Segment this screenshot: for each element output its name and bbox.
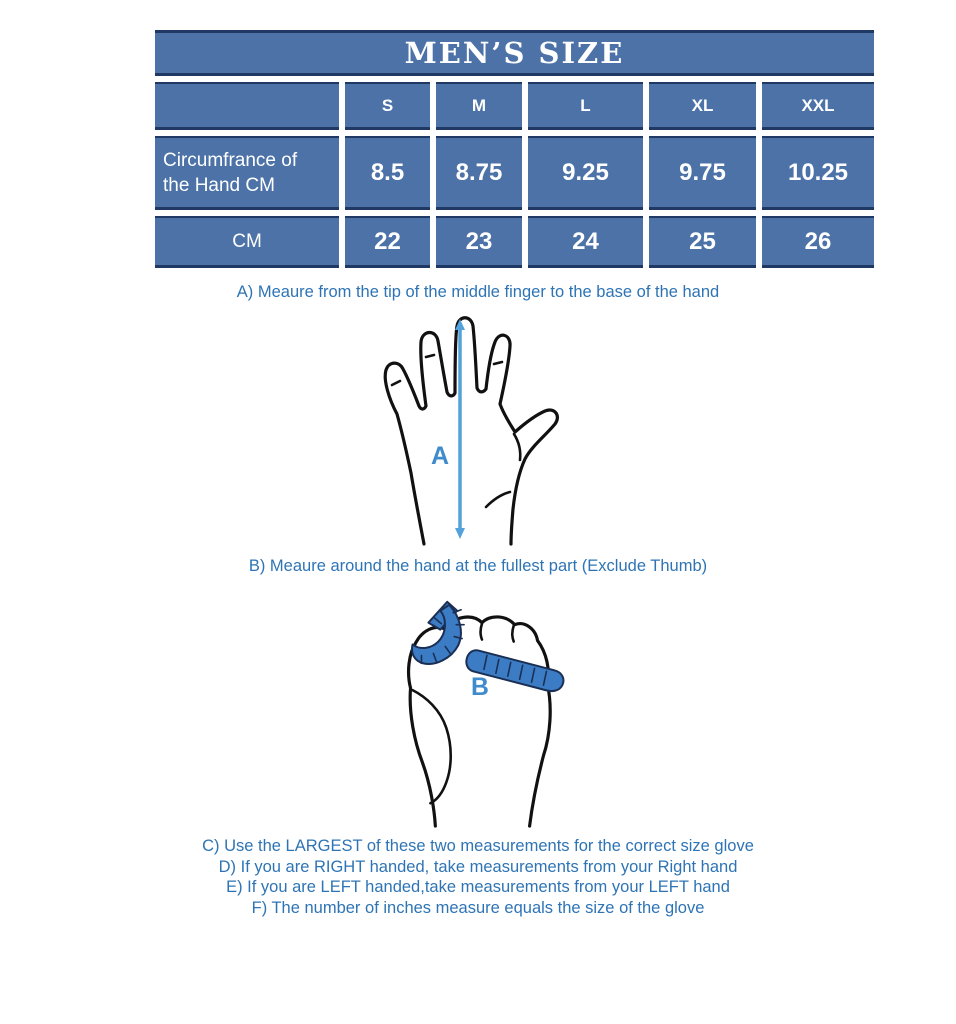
fist-illustration	[383, 583, 573, 831]
column-header-m: M	[436, 82, 522, 130]
instruction-e: E) If you are LEFT handed,take measurements from your LEFT hand	[226, 878, 730, 896]
cm-value-xl: 25	[649, 216, 756, 268]
column-header-s: S	[345, 82, 430, 130]
cm-value-l: 24	[528, 216, 643, 268]
mens-size-table	[155, 30, 874, 268]
instruction-c: C) Use the LARGEST of these two measurements for the correct size glove	[202, 837, 754, 855]
row-label-line-1: Circumfrance of	[163, 149, 298, 171]
table-title: MEN’S SIZE	[155, 30, 874, 76]
row-label-cm: CM	[155, 216, 339, 268]
column-header-xxl: XXL	[762, 82, 874, 130]
instruction-d: D) If you are RIGHT handed, take measurements from your Right hand	[218, 857, 738, 876]
column-header-xl: XL	[649, 82, 756, 130]
hand-outline	[385, 317, 557, 543]
row-label-circumference	[155, 136, 339, 210]
instruction-b: B) Meaure around the hand at the fullest part (Exclude Thumb)	[248, 556, 708, 575]
knuckle-gap-1	[480, 624, 481, 640]
hand-measure-diagram	[0, 311, 956, 546]
instruction-a: A) Meaure from the tip of the middle finger to the base of the hand	[236, 283, 720, 301]
open-hand-illustration	[374, 311, 559, 546]
knuckle-gap-2	[512, 626, 513, 642]
column-header-l: L	[528, 82, 643, 130]
cm-value-xxl: 26	[762, 216, 874, 268]
row-label-line	[163, 148, 297, 198]
cm-value-m: 23	[436, 216, 522, 268]
size-table-grid	[155, 82, 874, 268]
circumference-value-m: 8.75	[436, 136, 522, 210]
fist-measure-diagram	[0, 583, 956, 831]
fist-diagram-letter: B	[471, 674, 489, 702]
circumference-value-l: 9.25	[528, 136, 643, 210]
instruction-notes	[0, 836, 956, 918]
cm-value-s: 22	[345, 216, 430, 268]
circumference-value-xl: 9.75	[649, 136, 756, 210]
circumference-value-s: 8.5	[345, 136, 430, 210]
circumference-value-xxl: 10.25	[762, 136, 874, 210]
header-blank-cell	[155, 82, 339, 130]
row-label-line-2: the Hand CM	[163, 174, 275, 196]
hand-diagram-letter: A	[430, 441, 449, 470]
instruction-f: F) The number of inches measure equals the size of the glove	[251, 898, 705, 917]
